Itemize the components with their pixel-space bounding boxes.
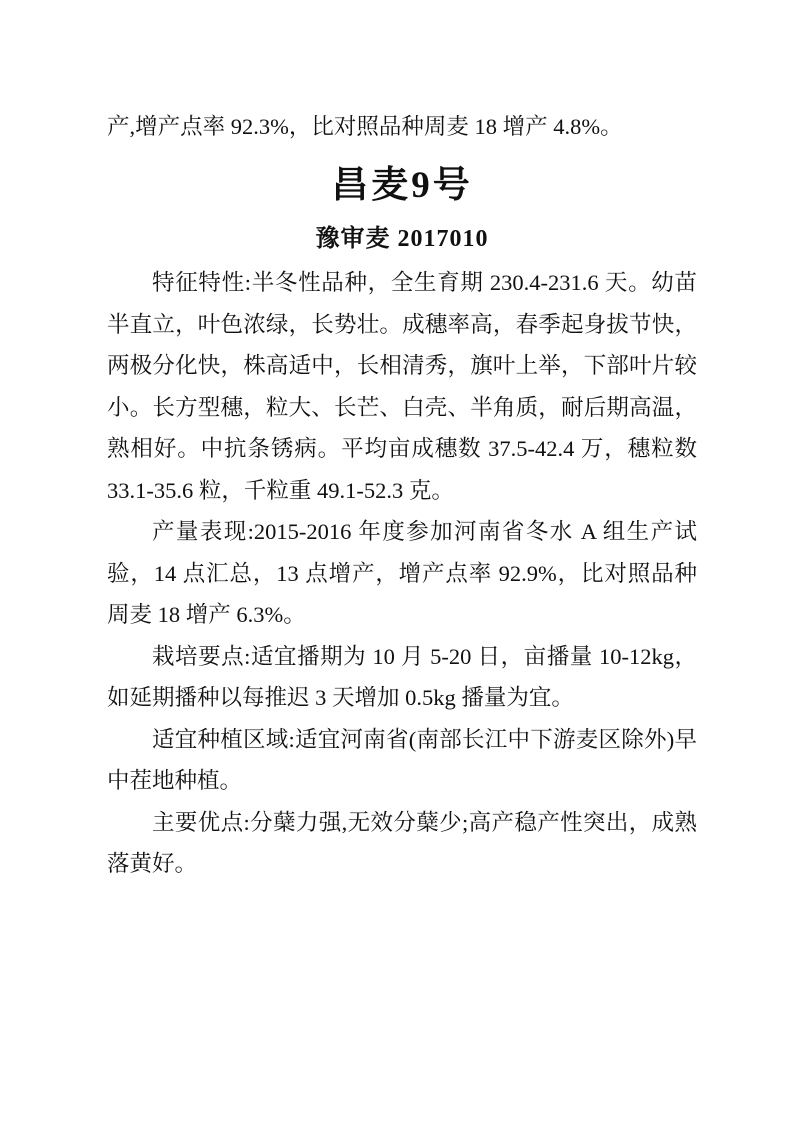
paragraph-suitable-regions: 适宜种植区域:适宜河南省(南部长江中下游麦区除外)早中茬地种植。 (107, 726, 697, 793)
paragraph-cultivation-points: 栽培要点:适宜播期为 10 月 5-20 日，亩播量 10-12kg，如延期播种以每推迟 3 天增加 0.5kg 播量为宜。 (107, 643, 697, 710)
paragraph-main-advantages: 主要优点:分蘖力强,无效分蘖少;高产稳产性突出，成熟落黄好。 (107, 809, 697, 876)
variety-approval-number: 豫审麦 2017010 (315, 226, 489, 252)
continuation-line: 产,增产点率 92.3%，比对照品种周麦 18 增产 4.8%。 (107, 114, 623, 139)
paragraphs (107, 262, 697, 885)
paragraph-characteristics: 特征特性:半冬性品种，全生育期 230.4-231.6 天。幼苗半直立，叶色浓绿，长势壮。成穗率高，春季起身拔节快，两极分化快，株高适中，长相清秀，旗叶上举，下部叶片较小。长方型穗，粒大、长芒、白壳、半角质，耐后期高温，熟相好。中抗条锈病。平均亩成穗数 37.5-42.4 万，穗粒数 33.1-35.6 粒，千粒重 49.1-52.3 克。 (107, 270, 697, 503)
page-title: 昌麦9号 (331, 165, 473, 206)
page-content (107, 106, 697, 885)
paragraph-yield-performance: 产量表现:2015-2016 年度参加河南省冬水 A 组生产试验，14 点汇总，13 点增产，增产点率 92.9%，比对照品种周麦 18 增产 6.3%。 (107, 519, 697, 627)
